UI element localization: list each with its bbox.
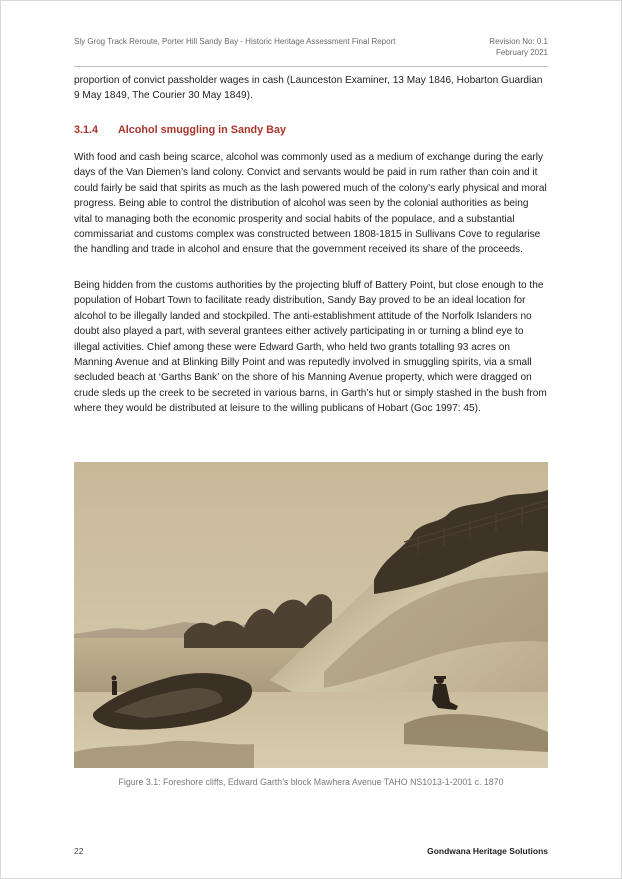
header-revision: Revision No: 0.1 [489,37,548,46]
header-date: February 2021 [495,48,548,57]
paragraph-continued: proportion of convict passholder wages in cash (Launceston Examiner, 13 May 1846, Hobarton Guardian 9 May 1849, The Courier 30 May 1849). [74,75,543,102]
figure-caption: Figure 3.1: Foreshore cliffs, Edward Garth’s block Mawhera Avenue TAHO NS1013-1-2001 c. 1870 [118,777,504,787]
page-number: 22 [74,846,84,856]
footer-company-name: Gondwana Heritage Solutions [427,846,548,856]
paragraph-alcohol-exchange: With food and cash being scarce, alcohol was commonly used as a medium of exchange during the early days of the Van Diemen’s land colony. Convict and servants would be paid in rum rather than coin and it could fairly be said that spirits as much as the lash powered much of the colony’s early physical and moral progress. Being able to control the distribution of alcohol was seen by the colonial authorities as being vital to managing both the economic prosperity and social habits of the populace, and a substantial commissariat and customs complex was constructed between 1808-1815 in Sullivans Cove to regularise the handling and trade in alcohol and ensure that the government received its share of the proceeds. [74,152,547,256]
header-report-title: Sly Grog Track Reroute, Porter Hill Sandy Bay - Historic Heritage Assessment Final Report [74,37,396,46]
section-number: 3.1.4 [74,124,99,136]
section-heading [74,123,548,138]
sepia-photograph-illustration [74,462,548,768]
figure-photo-foreshore-cliffs [74,462,548,768]
section-title: Alcohol smuggling in Sandy Bay [118,124,286,136]
header-divider [74,66,548,67]
header-revision-block [440,36,548,58]
paragraph-sandy-bay-smuggling: Being hidden from the customs authorities by the projecting bluff of Battery Point, but close enough to the population of Hobart Town to facilitate ready distribution, Sandy Bay proved to be an ideal location for alcohol to be illegally landed and stockpiled. The anti-establishment attitude of the Norfolk Islanders no doubt also played a part, with several grantees either actively participating in or turning a blind eye to illegal activities. Chief among these were Edward Garth, who held two grants totalling 93 acres on Manning Avenue and at Blinking Billy Point and was reputedly involved in smuggling spirits, via a small secluded beach at ‘Garths Bank’ on the shore of his Manning Avenue property, which were dragged on crude sleds up the creek to be secreted in various barns, in Garth’s hut or simply stashed in the bush from where they would be distributed at leisure to the willing publicans of Hobart (Goc 1997: 45). [74,280,547,415]
photo-standing-figure [112,676,118,696]
